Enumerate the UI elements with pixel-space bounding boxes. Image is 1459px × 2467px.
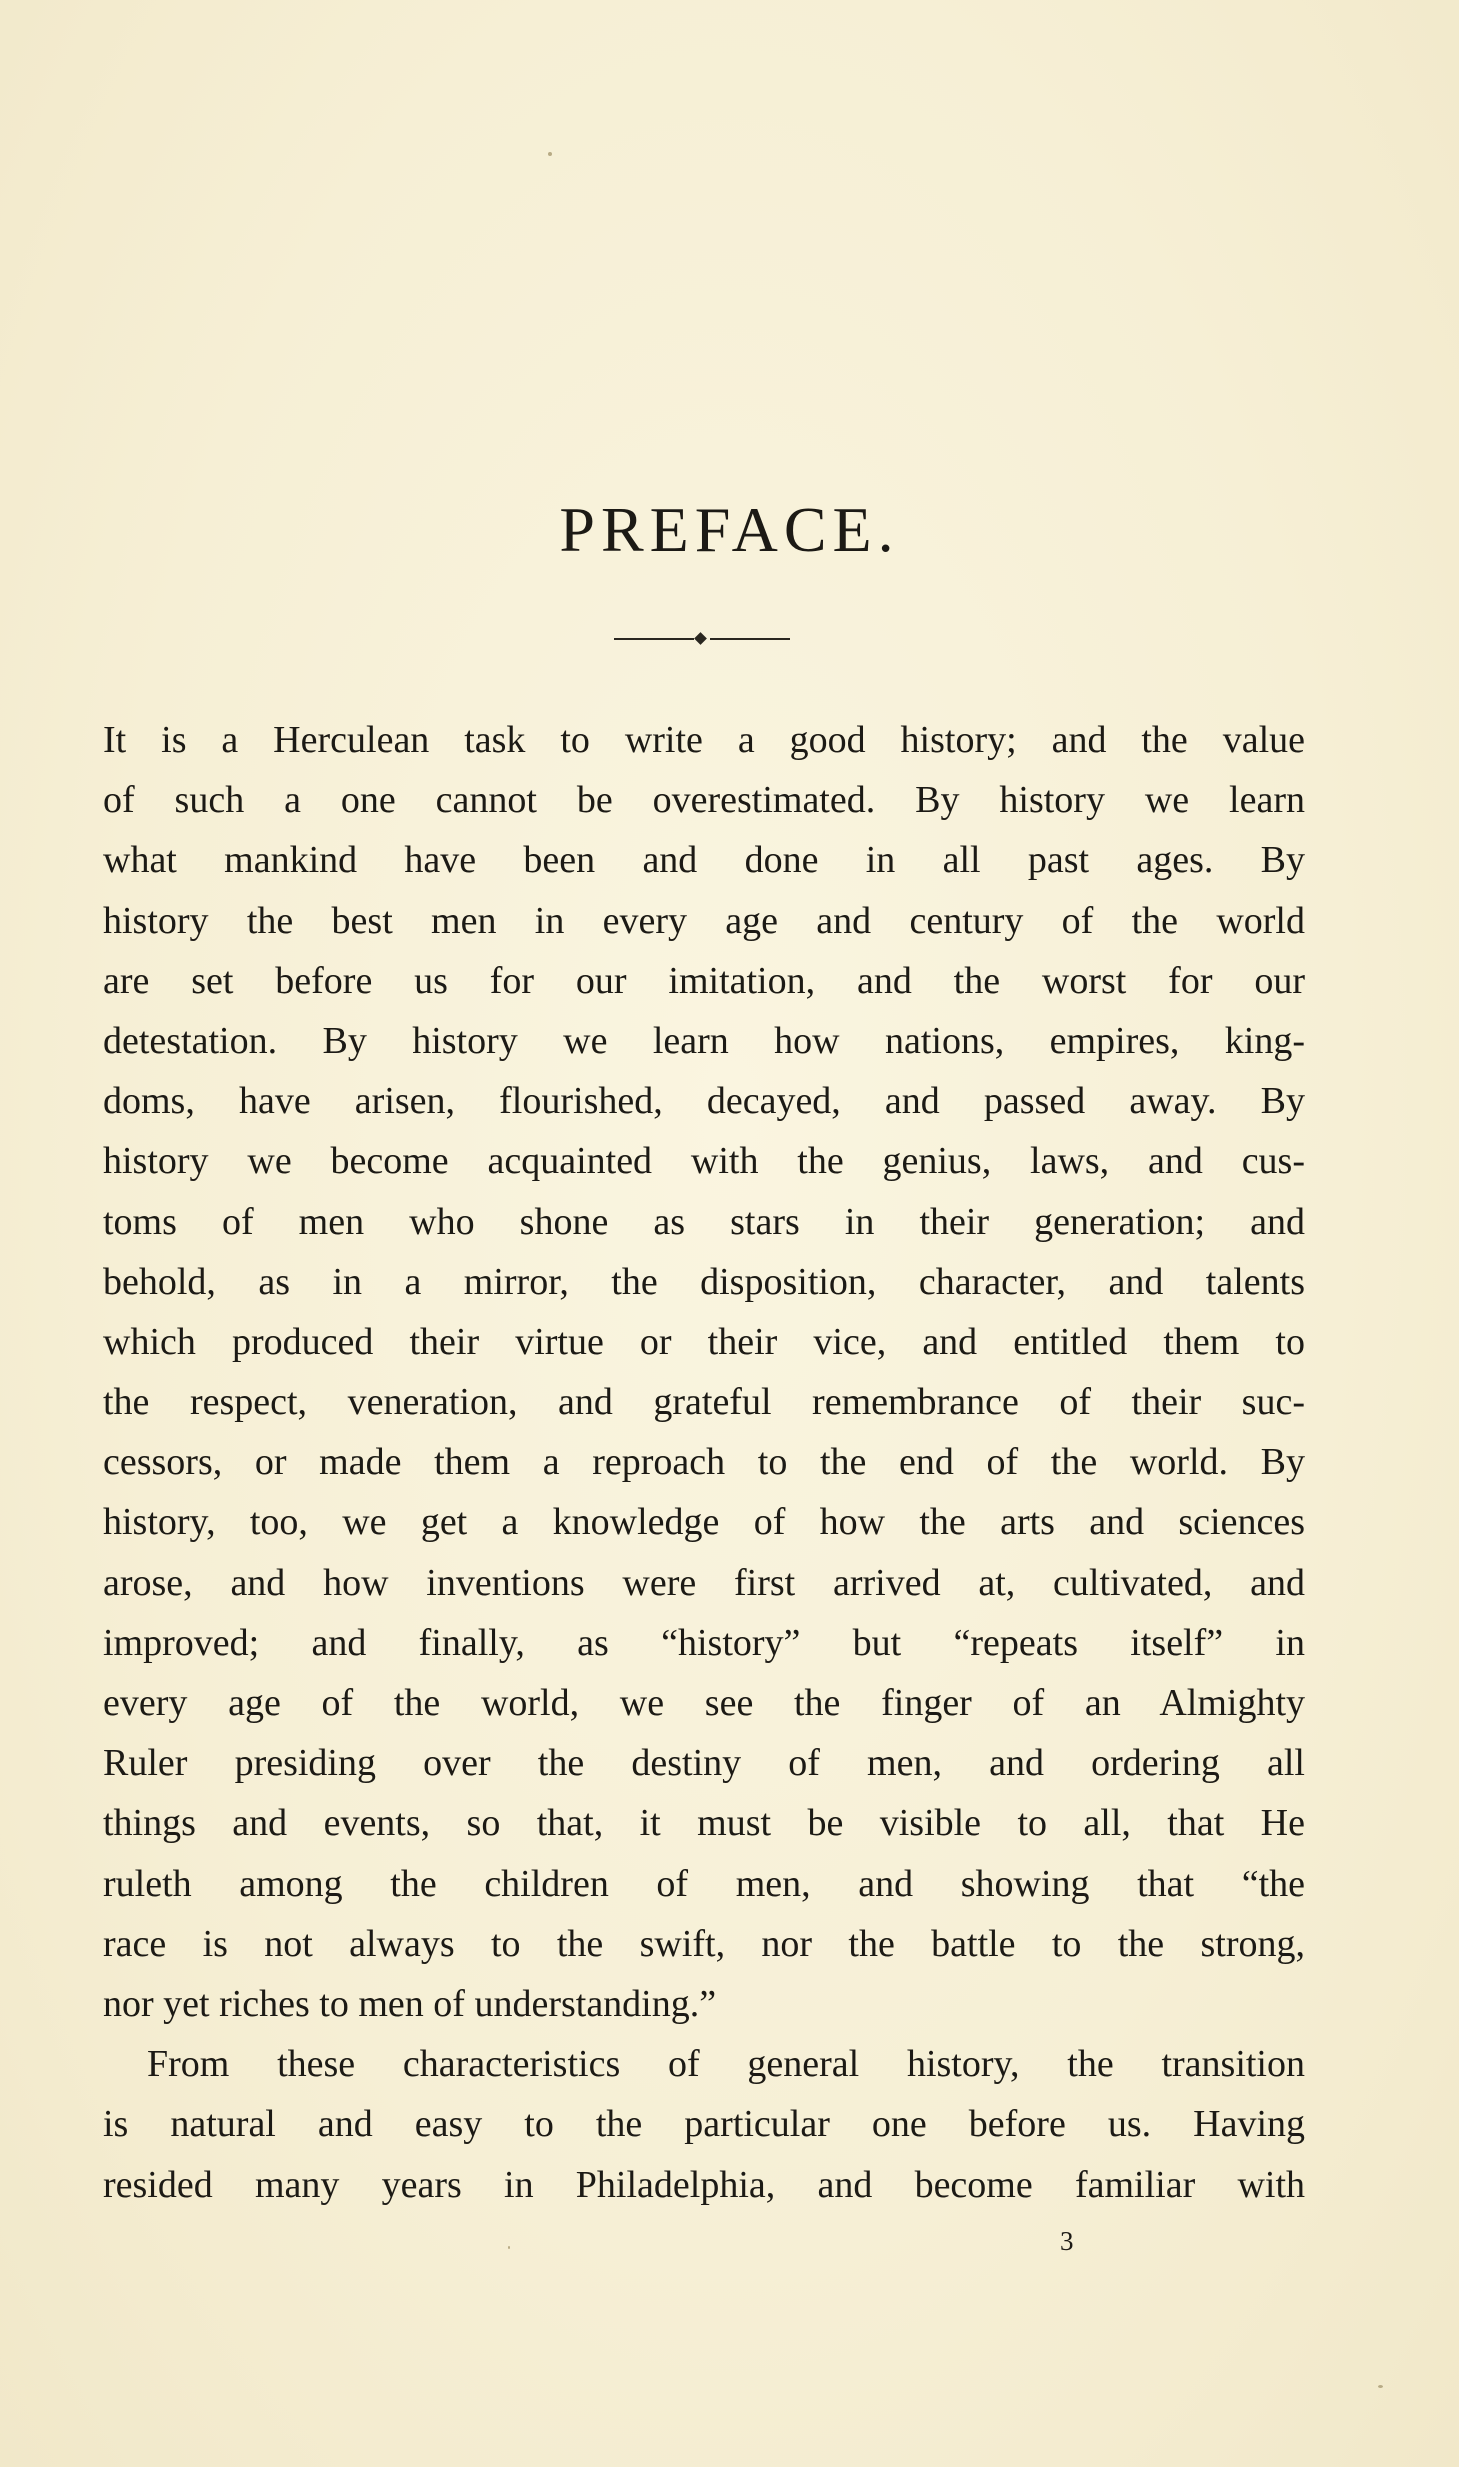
text-line: From these characteristics of general history, the transition xyxy=(147,2043,1305,2086)
text-line: history the best men in every age and century of the world xyxy=(103,899,1305,942)
text-line: every age of the world, we see the finger of an Almighty xyxy=(103,1682,1305,1724)
paper-speck xyxy=(548,152,552,156)
text-line: what mankind have been and done in all past ages. By xyxy=(103,839,1305,882)
text-line: is natural and easy to the particular one before us. Having xyxy=(103,2103,1305,2146)
text-line: the respect, veneration, and grateful remembrance of their suc- xyxy=(103,1381,1305,1424)
text-line: resided many years in Philadelphia, and become familiar with xyxy=(103,2163,1305,2206)
text-line: cessors, or made them a reproach to the end of the world. By xyxy=(103,1441,1305,1484)
paper-speck xyxy=(1378,2385,1383,2388)
text-line: toms of men who shone as stars in their generation; and xyxy=(103,1200,1305,1243)
diamond-ornament-icon xyxy=(694,632,707,645)
text-line: behold, as in a mirror, the disposition, character, and talents xyxy=(103,1260,1305,1303)
text-line: It is a Herculean task to write a good history; and the value xyxy=(103,719,1305,761)
text-line: ruleth among the children of men, and showing that “the xyxy=(103,1862,1305,1905)
page-number: 3 xyxy=(1060,2226,1074,2256)
text-line: are set before us for our imitation, and the worst for our xyxy=(103,959,1305,1002)
preface-body xyxy=(103,710,1305,2215)
text-line: history, too, we get a knowledge of how the arts and sciences xyxy=(103,1501,1305,1544)
text-line: improved; and finally, as “history” but “repeats itself” in xyxy=(103,1621,1305,1664)
divider-rule-left xyxy=(614,638,694,640)
text-line: Ruler presiding over the destiny of men, and ordering all xyxy=(103,1742,1305,1785)
text-line: which produced their virtue or their vice, and entitled them to xyxy=(103,1320,1305,1363)
text-line: things and events, so that, it must be visible to all, that He xyxy=(103,1802,1305,1845)
divider-rule-right xyxy=(710,638,790,640)
title-divider xyxy=(614,632,790,646)
text-line: nor yet riches to men of understanding.” xyxy=(103,1982,717,2025)
page-title: PREFACE. xyxy=(559,494,900,565)
text-line: history we become acquainted with the genius, laws, and cus- xyxy=(103,1140,1305,1183)
text-line: doms, have arisen, flourished, decayed, and passed away. By xyxy=(103,1080,1305,1123)
paper-speck xyxy=(508,2246,510,2249)
text-line: race is not always to the swift, nor the battle to the strong, xyxy=(103,1922,1305,1965)
text-line: detestation. By history we learn how nations, empires, king- xyxy=(103,1019,1305,1062)
text-line: of such a one cannot be overestimated. By history we learn xyxy=(103,779,1305,822)
text-line: arose, and how inventions were first arrived at, cultivated, and xyxy=(103,1561,1305,1604)
